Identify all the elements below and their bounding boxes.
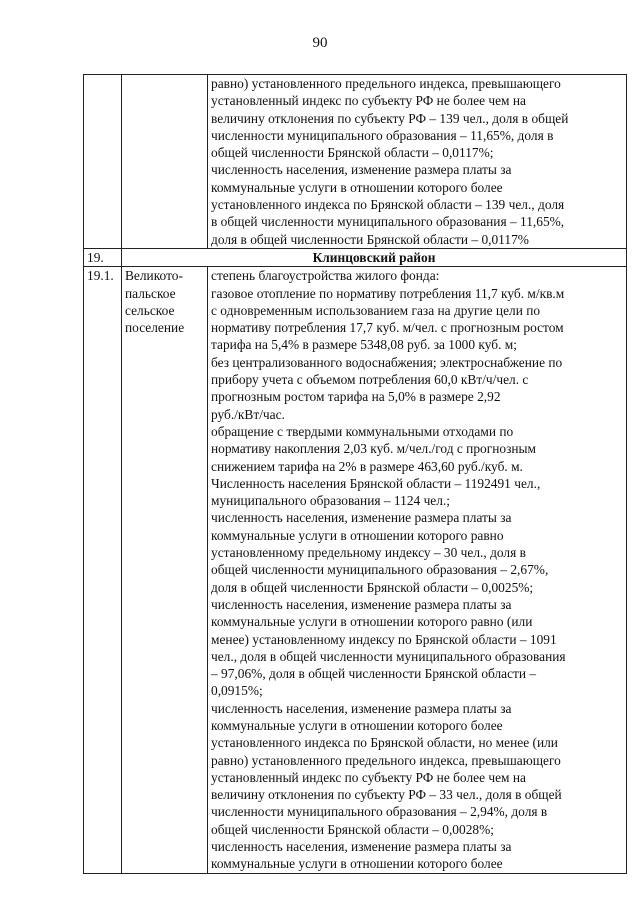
text-line: установленный индекс по субъекту РФ не более чем на <box>211 93 526 109</box>
section-row <box>84 248 627 266</box>
text-line: общей численности Брянской области – 0,0117%; <box>211 145 494 161</box>
text-line: чел., доля в общей численности муниципального образования <box>211 648 566 664</box>
text-line: численность населения, изменение размера платы за <box>211 596 512 612</box>
text-line: газовое отопление по нормативу потребления 11,7 куб. м/кв.м <box>211 285 565 301</box>
text-line: коммунальные услуги в отношении которого более <box>211 717 503 733</box>
text-line: с одновременным использованием газа на другие цели по <box>211 302 541 318</box>
text-line: тарифа на 5,4% в размере 5348,08 руб. за 1000 куб. м; <box>211 337 517 353</box>
continuation-text-cell <box>208 75 627 249</box>
text-line: численность населения, изменение размера платы за <box>211 510 512 526</box>
text-line: нормативу потребления 17,7 куб. м/чел. с прогнозным ростом <box>211 320 564 336</box>
text-line: 0,0915%; <box>211 683 263 699</box>
text-line: величину отклонения по субъекту РФ – 139 чел., доля в общей <box>211 110 569 126</box>
text-line: численность населения, изменение размера платы за <box>211 839 512 855</box>
text-line: численности муниципального образования – 11,65%, доля в <box>211 127 554 143</box>
entry-row <box>84 267 627 873</box>
text-line: руб./кВт/час. <box>211 406 285 422</box>
entry-text-cell <box>208 267 627 873</box>
text-line: численности муниципального образования – 2,94%, доля в <box>211 804 548 820</box>
text-line: нормативу накопления 2,03 куб. м/чел./год с прогнозным <box>211 441 537 457</box>
entry-name-line: поселение <box>125 320 185 336</box>
text-line: менее) установленному индексу по Брянской области – 1091 <box>211 631 557 647</box>
text-line: общей численности Брянской области – 0,0028%; <box>211 821 494 837</box>
text-line: доля в общей численности Брянской области – 0,0117% <box>211 231 529 247</box>
text-line: доля в общей численности Брянской области – 0,0025%; <box>211 579 534 595</box>
text-line: прогнозным ростом тарифа на 5,0% в размере 2,92 <box>211 389 501 405</box>
text-line: обращение с твердыми коммунальными отходами по <box>211 423 514 439</box>
text-line: установленному предельному индексу – 30 чел., доля в <box>211 545 526 561</box>
text-line: коммунальные услуги в отношении которого равно <box>211 527 504 543</box>
text-line: установленный индекс по субъекту РФ не более чем на <box>211 769 526 785</box>
text-line: установленного индекса по Брянской области, но менее (или <box>211 735 558 751</box>
entry-name-cell <box>122 267 208 873</box>
text-line: прибору учета с объемом потребления 60,0 кВт/ч/чел. с <box>211 372 529 388</box>
text-line: Численность населения Брянской области – 1192491 чел., <box>211 475 541 491</box>
entry-name-line: пальское <box>125 285 176 301</box>
entry-name-line: сельское <box>125 302 175 318</box>
entry-name-line: Великото- <box>125 268 183 284</box>
text-line: равно) установленного предельного индекса, превышающего <box>211 752 561 768</box>
page-number: 90 <box>312 35 328 51</box>
text-line: муниципального образования – 1124 чел.; <box>211 493 450 509</box>
text-line: в общей численности муниципального образования – 11,65%, <box>211 214 565 230</box>
continuation-name-cell <box>122 75 208 249</box>
text-line: степень благоустройства жилого фонда: <box>211 268 440 284</box>
section-number: 19. <box>84 248 122 266</box>
text-line: численность населения, изменение размера платы за <box>211 700 512 716</box>
text-line: коммунальные услуги в отношении которого более <box>211 179 503 195</box>
continuation-number-cell <box>84 75 122 249</box>
text-line: величину отклонения по субъекту РФ – 33 чел., доля в общей <box>211 787 562 803</box>
text-line: равно) установленного предельного индекса, превышающего <box>211 76 561 91</box>
continuation-row <box>84 75 627 249</box>
text-line: коммунальные услуги в отношении которого равно (или <box>211 614 533 630</box>
text-line: общей численности муниципального образования – 2,67%, <box>211 562 549 578</box>
municipality-table <box>83 74 627 874</box>
text-line: – 97,06%, доля в общей численности Брянской области – <box>211 666 537 682</box>
text-line: численность населения, изменение размера платы за <box>211 162 512 178</box>
text-line: коммунальные услуги в отношении которого более <box>211 856 503 872</box>
text-line: установленного индекса по Брянской области – 139 чел., доля <box>211 197 565 213</box>
text-line: без централизованного водоснабжения; электроснабжение по <box>211 354 563 370</box>
entry-number: 19.1. <box>84 267 122 873</box>
section-title: Клинцовский район <box>122 248 627 266</box>
text-line: снижением тарифа на 2% в размере 463,60 руб./куб. м. <box>211 458 523 474</box>
